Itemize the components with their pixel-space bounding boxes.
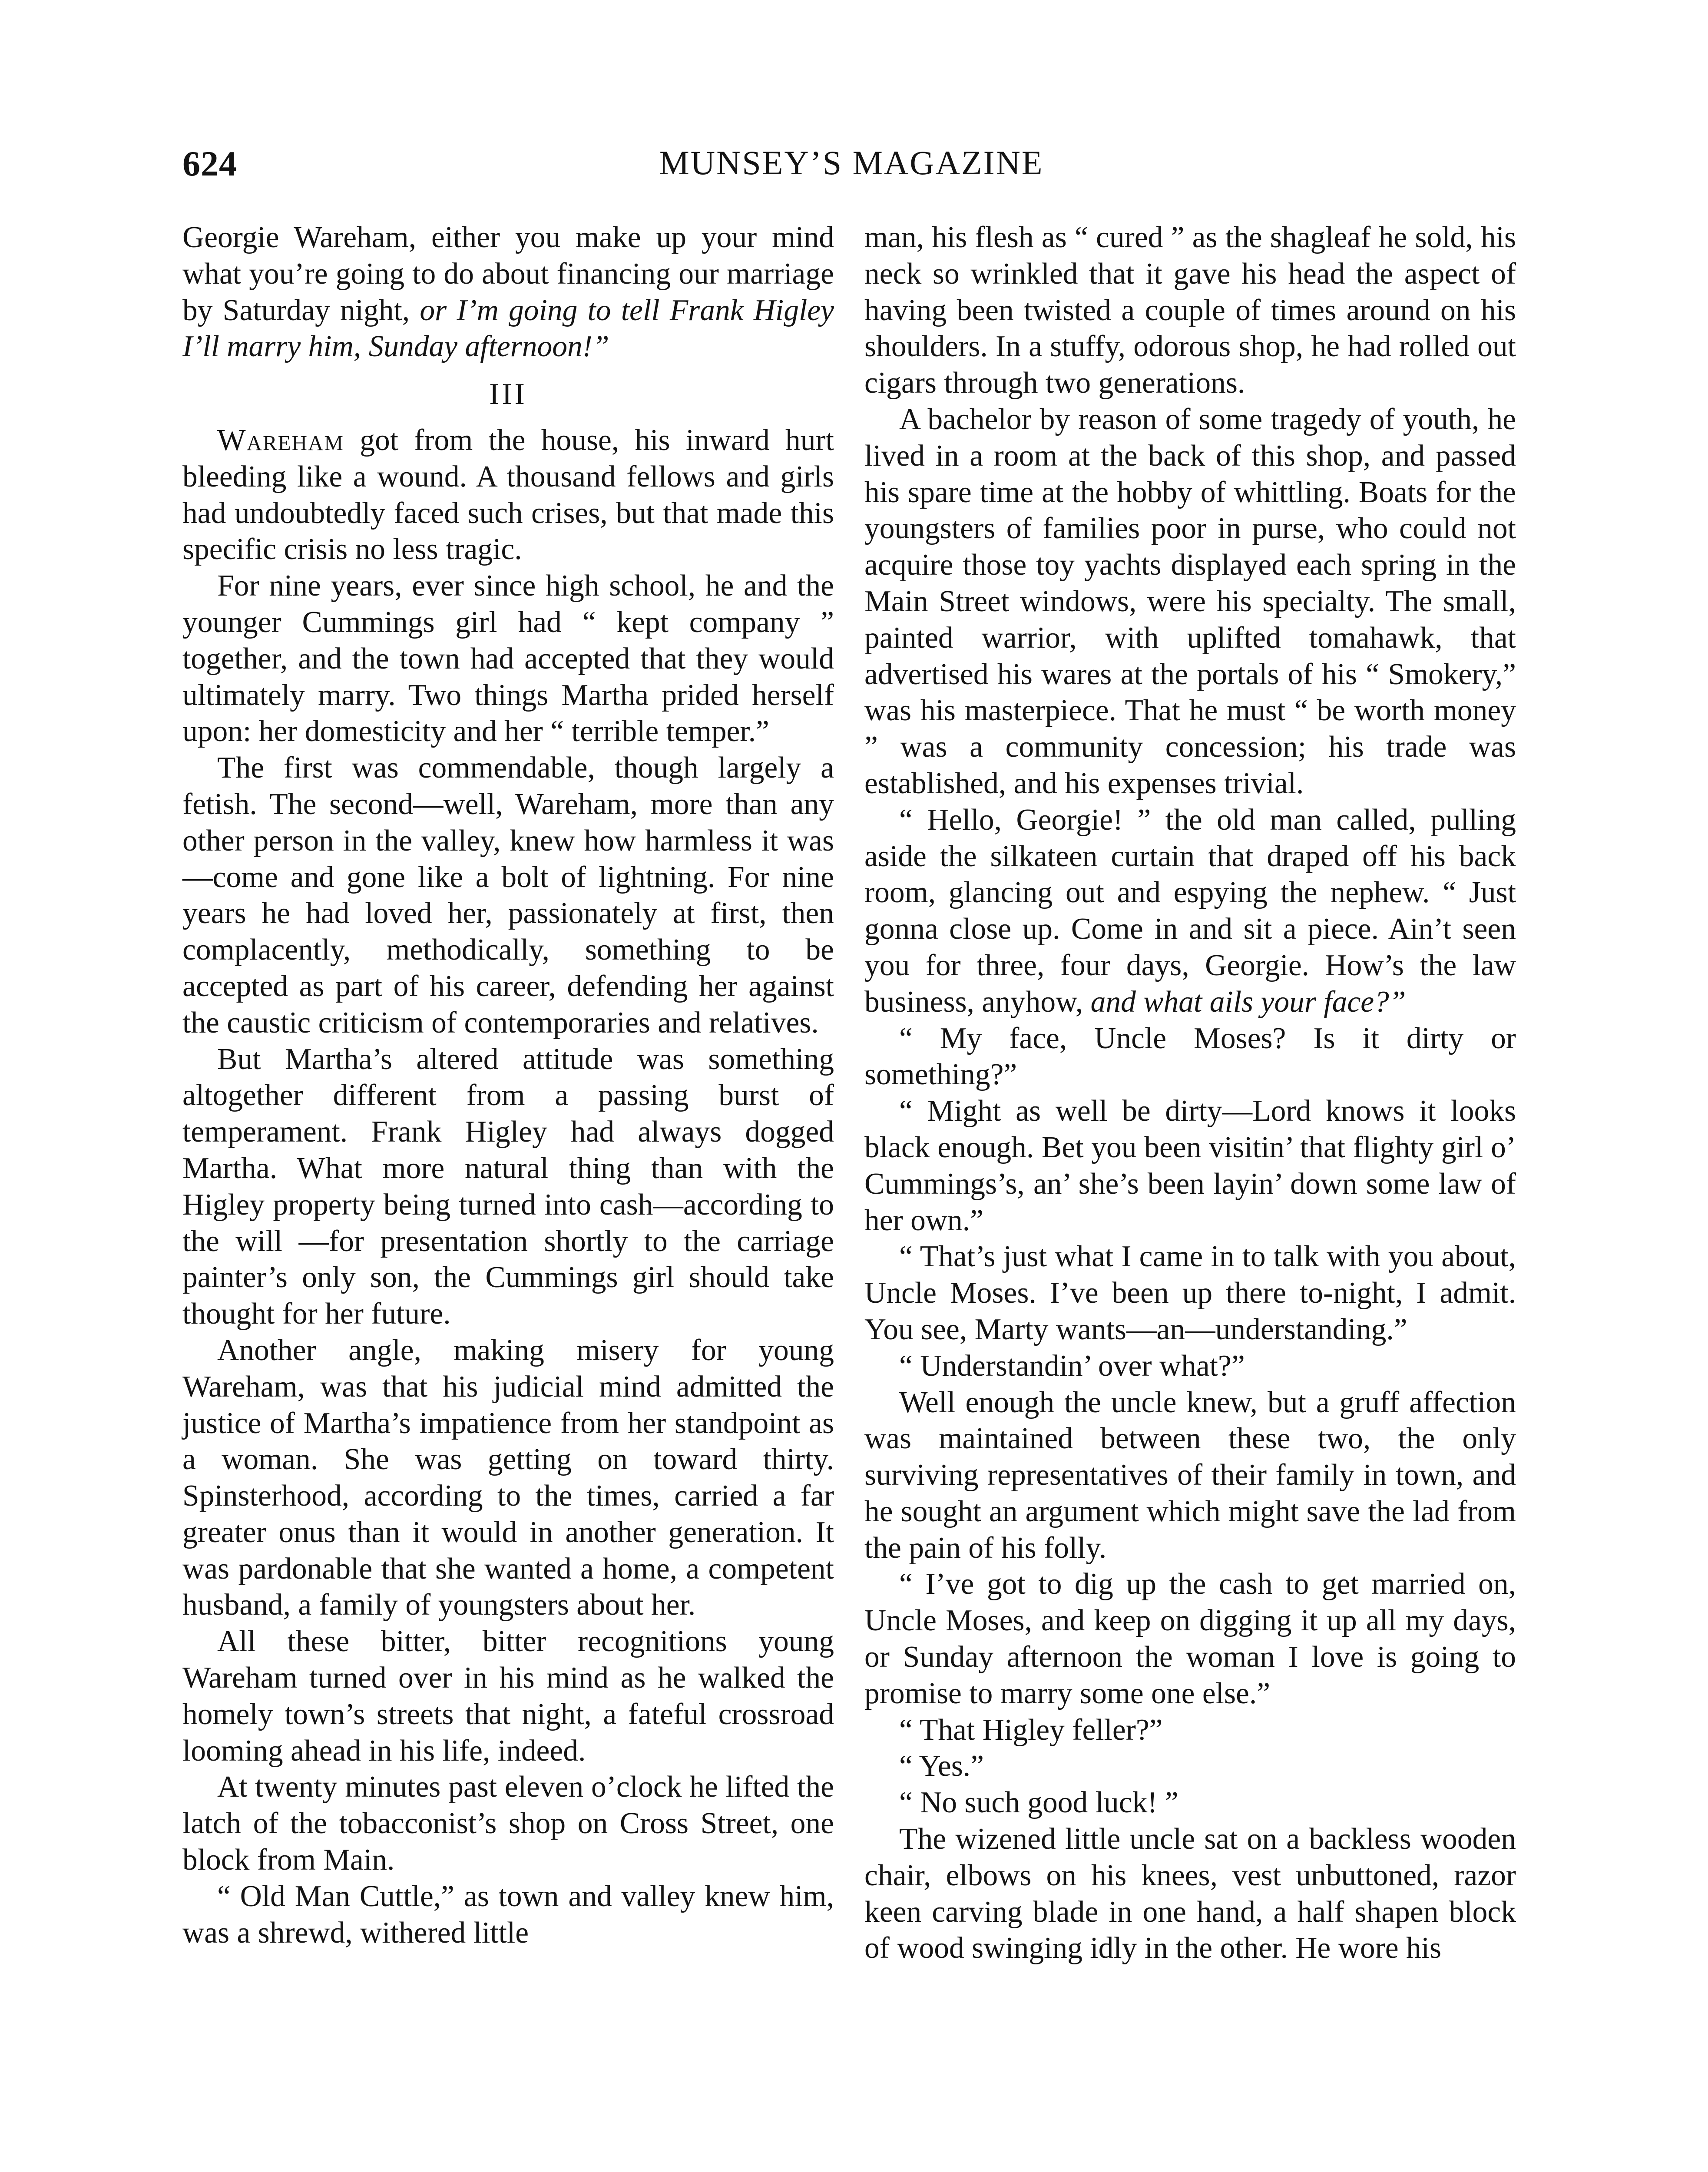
paragraph: “ That Higley feller?” (899, 1713, 1163, 1747)
paragraph-italic: and what ails your face?” (1090, 985, 1406, 1019)
paragraph-italic: or I’m going to tell Frank Higley I’ll marry him, Sunday afternoon!” (182, 293, 834, 364)
paragraph-text: got from the house, his inward hurt bleeding like a wound. A thousand fellows and girls had undoubtedly faced such crises, but that made this specific crisis no less tragic. (182, 423, 834, 566)
paragraph: For nine years, ever since high school, he and the younger Cummings girl had “ kept company ” together, and the town had accepted that they would ultimately marry. Two things Martha prided herself upon: her domesticity and her “ terrible temper.” (182, 569, 834, 748)
paragraph (182, 422, 834, 568)
section-heading: III (489, 377, 527, 411)
paragraph: “ Understandin’ over what?” (899, 1349, 1245, 1383)
paragraph: But Martha’s altered attitude was something altogether different from a passing burst of temperament. Frank Higley had always dogged Martha. What more natural thing than with the Higley property being turned into cash—according to the will —for presentation shortly to the carriage painter’s only son, the Cummings girl should take thought for her future. (182, 1042, 834, 1331)
right-column (864, 219, 1516, 1967)
paragraph-text: “ Hello, Georgie! ” the old man called, pulling aside the silkateen curtain that draped off his back room, glancing out and espying the nephew. “ Just gonna close up. Come in and sit a piece. Ain’t seen you for three, four days, Georgie. How’s the law business, anyhow, (864, 803, 1516, 1019)
page-header (182, 143, 1520, 195)
paragraph: “ Might as well be dirty—Lord knows it looks black enough. Bet you been visitin’ that flighty girl o’ Cummings’s, an’ she’s been layin’ down some law of her own.” (864, 1094, 1516, 1237)
paragraph: A bachelor by reason of some tragedy of youth, he lived in a room at the back of this shop, and passed his spare time at the hobby of whittling. Boats for the youngsters of families poor in purse, who could not acquire those toy yachts displayed each spring in the Main Street windows, were his specialty. The small, painted warrior, with uplifted tomahawk, that advertised his wares at the portals of his “ Smokery,” was his masterpiece. That he must “ be worth money ” was a community concession; his trade was established, and his expenses trivial. (864, 402, 1516, 800)
paragraph: “ I’ve got to dig up the cash to get married on, Uncle Moses, and keep on digging it up all my days, or Sunday afternoon the woman I love is going to promise to marry some one else.” (864, 1567, 1516, 1710)
paragraph: All these bitter, bitter recognitions young Wareham turned over in his mind as he walked the homely town’s streets that night, a fateful crossroad looming ahead in his life, indeed. (182, 1625, 834, 1768)
paragraph: “ Old Man Cuttle,” as town and valley knew him, was a shrewd, withered little (182, 1879, 834, 1950)
paragraph (864, 802, 1516, 1020)
running-head: MUNSEY’S MAGAZINE (659, 144, 1044, 182)
page-number: 624 (182, 144, 237, 183)
paragraph: “ Yes.” (899, 1749, 984, 1783)
paragraph: “ My face, Uncle Moses? Is it dirty or something?” (864, 1021, 1516, 1092)
paragraph: Well enough the uncle knew, but a gruff affection was maintained between these two, the only surviving representatives of their family in town, and he sought an argument which might save the lad from the pain of his folly. (864, 1385, 1516, 1565)
paragraph: The first was commendable, though largely a fetish. The second—well, Wareham, more than any other person in the valley, knew how harmless it was—come and gone like a bolt of lightning. For nine years he had loved her, passionately at first, then complacently, methodically, something to be accepted as part of his career, defending her against the caustic criticism of contemporaries and relatives. (182, 751, 834, 1040)
paragraph: “ No such good luck! ” (899, 1786, 1178, 1820)
lead-word: Wareham (217, 423, 344, 457)
paragraph: Another angle, making misery for young Wareham, was that his judicial mind admitted the justice of Martha’s impatience from her standpoint as a woman. She was getting on toward thirty. Spinsterhood, according to the times, carried a far greater onus than it would in another generation. It was pardonable that she wanted a home, a competent husband, a family of youngsters about her. (182, 1333, 834, 1622)
paragraph: “ That’s just what I came in to talk with you about, Uncle Moses. I’ve been up there to-night, I admit. You see, Marty wants—an—understanding.” (864, 1240, 1516, 1346)
paragraph-text: Georgie Wareham, either you make up your mind what you’re going to do about financing our marriage by Saturday night, (182, 221, 834, 327)
paragraph (182, 219, 834, 365)
paragraph: man, his flesh as “ cured ” as the shagleaf he sold, his neck so wrinkled that it gave his head the aspect of having been twisted a couple of times around on his shoulders. In a stuffy, odorous shop, he had rolled out cigars through two generations. (864, 221, 1516, 400)
left-column (182, 219, 834, 1951)
paragraph: At twenty minutes past eleven o’clock he lifted the latch of the tobacconist’s shop on Cross Street, one block from Main. (182, 1770, 834, 1877)
paragraph: The wizened little uncle sat on a backless wooden chair, elbows on his knees, vest unbuttoned, razor keen carving blade in one hand, a half shapen block of wood swinging idly in the other. He wore his (864, 1822, 1516, 1965)
